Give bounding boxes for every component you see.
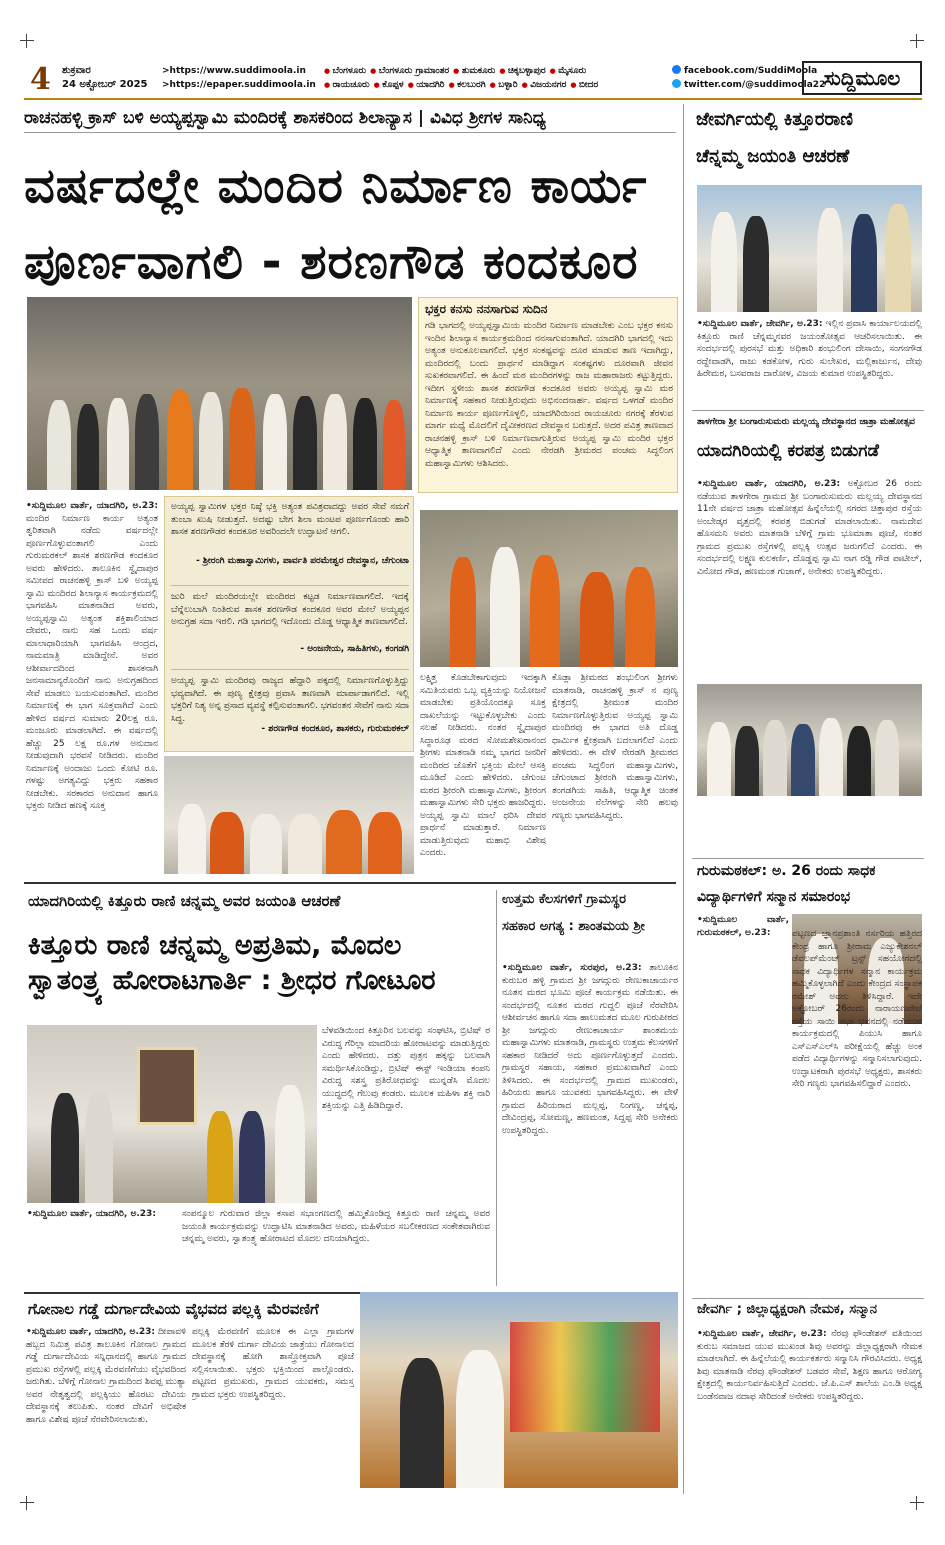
shantamaya-headline [502, 892, 678, 936]
decorated-palanquin [510, 1322, 660, 1432]
quote-3-signature: - ಶರಣಗೌಡ ಕಂದಕೂರ, ಶಾಸಕರು, ಗುರುಮಠಕಲ್ [261, 724, 409, 734]
gurumatkal-byline: •ಸುದ್ದಿಮೂಲ ವಾರ್ತೆ, ಗುರುಮಠಕಲ್, ಅ.23: [697, 915, 789, 938]
kittur-headline-line2: ಸ್ವಾತಂತ್ರ್ಯ ಹೋರಾಟಗಾರ್ತಿ : ಶ್ರೀಧರ ಗೋಟೂರ [28, 965, 436, 997]
quote-2-signature: - ಅಂಜನೇಯ, ಸಾಹಿತಿಗಳು, ಕಂಗಡಗಿ [300, 644, 409, 654]
lead-photo-ritual [420, 510, 678, 667]
quotes-box [164, 496, 414, 752]
masthead [24, 60, 922, 100]
gonal-photo [360, 1292, 678, 1488]
shantamaya-body [502, 962, 678, 1288]
edition-item: ● ಬೆಂಗಳೂರು ಗ್ರಾಮಾಂತರ [370, 66, 449, 76]
kittur-text-a: ಬೆಳವಡಿಯಿಂದ ಕಿತ್ತೂರಿನ ಬಲವನ್ನು ಸಂಘಟಿಸಿ, ಬ್ರಿಟಿಷ್ ರ ವಿರುದ್ಧ ಗೆರಿಲ್ಲಾ ಮಾದರಿಯ ಹೋರಾಟವನ್ನು ಮಾಡುತ್ತಿದ್ದರು ಎಂದು ಹೇಳಿದರು. ದತ್ತು ಪುತ್ರನ ಹಕ್ಕನ್ನು ಬಲವಾಗಿ ಸಮರ್ಥಿಸಿಕೊಂಡಿದ್ದು, ಬ್ರಿಟಿಷ್ ಈಸ್ಟ್ ಇಂಡಿಯಾ ಕಂಪನಿ ವಿರುದ್ಧ ಸಶಸ್ತ್ರ ಪ್ರತಿರೋಧವನ್ನು ಮುನ್ನಡೆಸಿ ಮೊದಲ ಯುದ್ಧದಲ್ಲಿ ಗೆಲುವು ಕಂಡರು. ಮೂಲಕ ಮಹಿಳಾ ಶಕ್ತಿ ನಾರಿ ಶಕ್ತಿಯನ್ನು ಎತ್ತಿ ಹಿಡಿದಿದ್ದಾರೆ. [322, 1026, 490, 1111]
karapatra-kicker: ತಾಳಗೇರಾ ಶ್ರೀ ಬಂಗಾರುಸುಮರು ಮಲ್ಲಯ್ಯ ದೇವಸ್ಥಾನದ ಜಾತ್ರಾ ಮಹೋತ್ಸವ [697, 417, 915, 427]
kittur-byline: •ಸುದ್ದಿಮೂಲ ವಾರ್ತೆ, ಯಾದಗಿರಿ, ಅ.23: [27, 1209, 156, 1219]
kittur-photo [27, 1025, 317, 1203]
edition-item: ● ಬಳ್ಳಾರಿ [490, 80, 518, 90]
facebook-text: facebook.com/SuddiMoola [684, 66, 818, 76]
gurumatkal-body-b: ಪಟ್ಟಣದ ಜ್ಞಾನಪ್ರಶಾಂತಿ ನರ್ಸರಿಯ ಹತ್ತಿರದ ಕೇಂದ್ರ ಹಾಗೂ ಶ್ರೀರಾಮ ಎಜ್ಯುಕೇಶನಲ್ ಡೆವಲಪ್‌ಮೆಂಟ್ ಟ್ರಸ್ಟ್ ಸಹಯೋಗದಲ್ಲಿ ಸಾಧಕ ವಿದ್ಯಾರ್ಥಿಗಳ ಸನ್ಮಾನ ಕಾರ್ಯಕ್ರಮ ಹಮ್ಮಿಕೊಳ್ಳಲಾಗಿದೆ ಎಂದು ಕೇಂದ್ರದ ಸಂಸ್ಥಾಪಕ ರಮೇಶ್ ಅವರು ತಿಳಿಸಿದ್ದಾರೆ. ಇದೇ ಅಕ್ಟೋಬರ್ 26ರಂದು ನಾರಾಯಣಪೇಟೆ ರಸ್ತೆಯ ಸಾಯಿ ಸಭಾ ಭವನದಲ್ಲಿ ನಡೆಯುವ ಕಾರ್ಯಕ್ರಮದಲ್ಲಿ ಪಿಯುಸಿ ಹಾಗೂ ಎಸ್ಎಸ್ಎಲ್‌ಸಿ ಪರೀಕ್ಷೆಯಲ್ಲಿ ಹೆಚ್ಚು ಅಂಕ ಪಡೆದ ವಿದ್ಯಾರ್ಥಿಗಳನ್ನು ಸನ್ಮಾನಿಸಲಾಗುವುದು. ಉದ್ಘಾಟಕರಾಗಿ ಪುರಸಭೆ ಅಧ್ಯಕ್ಷರು, ಶಾಸಕರು ಸೇರಿ ಗಣ್ಯರು ಭಾಗವಹಿಸಲಿದ್ದಾರೆ ಎಂದರು. [792, 929, 922, 1089]
sidebar-title: ಭಕ್ತರ ಕನಸು ನನಸಾಗುವ ಸುದಿನ [425, 302, 548, 316]
lead-byline: •ಸುದ್ದಿಮೂಲ ವಾರ್ತೆ, ಯಾದಗಿರಿ, ಅ.23: [26, 501, 158, 511]
shantamaya-headline-line2: ಸಹಕಾರ ಅಗತ್ಯ : ಶಾಂತಮಯ ಶ್ರೀ [502, 918, 645, 934]
karapatra-headline: ಯಾದಗಿರಿಯಲ್ಲಿ ಕರಪತ್ರ ಬಿಡುಗಡೆ [697, 441, 879, 461]
jevargi-appointment-headline: ಜೇವರ್ಗಿ ; ಜಿಲ್ಲಾಧ್ಯಕ್ಷರಾಗಿ ನೇಮಕ, ಸನ್ಮಾನ [697, 1302, 877, 1317]
quote-1-signature: - ಶ್ರೀರಂಗಿ ಮಹಾಸ್ವಾಮಿಗಳು, ಪಾರ್ವತಿ ಪರಮೇಶ್ವರ ದೇವಸ್ಥಾನ, ಚೆಗುಂಟಾ [196, 556, 409, 566]
gonal-text-a: ದೀಪಾವಳಿ ಹಬ್ಬದ ನಿಮಿತ್ತ ಪವಿತ್ರ ತಾಲೂಕಿನ ಗೋನಾಲ ಗ್ರಾಮದ ಗಡ್ಡೆ ದುರ್ಗಾದೇವಿಯ ಸನ್ನಿಧಾನದಲ್ಲಿ ಹಾಗೂ ಗ್ರಾಮದ ಪ್ರಮುಖ ರಸ್ತೆಗಳಲ್ಲಿ ಪಲ್ಲಕ್ಕಿ ಮೆರವಣಿಗೆಯು ವೈಭವದಿಂದ ಜರುಗಿತು. ಬೆಳಿಗ್ಗೆ ಗೋನಾಲ ಗ್ರಾಮದಿಂದ ಶಿವಪ್ಪ ಮುತ್ಯಾ ಅವರ ನೇತೃತ್ವದಲ್ಲಿ ಪಲ್ಲಕ್ಕಿಯು ಹೊರಟು ದೇವಿಯ ದೇವಸ್ಥಾನಕ್ಕೆ ತಲುಪಿತು. ನಂತರ ದೇವಿಗೆ ಅಭಿಷೇಕ ಹಾಗೂ ವಿಶೇಷ ಪೂಜೆ ನೆರವೇರಿಸಲಾಯಿತು. [26, 1327, 186, 1425]
edition-item: ● ಯಾದಗಿರಿ [408, 80, 445, 90]
jevargi-appointment-body [697, 1328, 922, 1488]
sidebar-text: ಗಡಿ ಭಾಗದಲ್ಲಿ ಅಯ್ಯಪ್ಪಸ್ವಾಮಿಯ ಮಂದಿರ ನಿರ್ಮಾಣ ಮಾಡಬೇಕು ಎಂಬ ಭಕ್ತರ ಕನಸು ಇಂದಿನ ಶಿಲಾನ್ಯಾಸ ಕಾರ್ಯಕ್ರಮದಿಂದ ನನಸಾಗುವಂತಾಗಿದೆ. ಯಾದಗಿರಿ ಭಾಗದಲ್ಲಿ ಇದು ಅತ್ಯಂತ ಅನುಕೂಲವಾಗಲಿದೆ. ಭಕ್ತರ ಸಂಕಷ್ಟವನ್ನು ದೂರ ಮಾಡುವ ತಾಣ ಇದಾಗಿದ್ದು, ಮಂದಿರದಲ್ಲಿ ಬಂದು ಪ್ರಾರ್ಥನೆ ಮಾಡಿದ್ದಾಗ ಸಂಕಷ್ಟಗಳು ದೂರವಾಗಿ ಜೀವನ ಸುಖಕರವಾಗಲಿದೆ. ಈ ಹಿಂದೆ ಮಠ ಮಂದಿರಗಳನ್ನು ರಾಜ ಮಹಾರಾಜರು ಕಟ್ಟುತ್ತಿದ್ದರು. ಇದೀಗ ಸ್ಥಳೀಯ ಶಾಸಕ ಶರಣಗೌಡ ಕಂದಕೂರ ಅವರು ಅಯ್ಯಪ್ಪ ಸ್ವಾಮಿ ಮಠ ನಿರ್ಮಾಣಕ್ಕೆ ಸಹಕಾರ ನೀಡುತ್ತಿರುವುದು ಅಭಿನಂದನಾರ್ಹ. ವರ್ಷದ ಒಳಗಡೆ ಮಂದಿರ ನಿರ್ಮಾಣ ಕಾರ್ಯ ಪೂರ್ಣಗೊಳ್ಳಲಿ, ಯಾದಗಿರಿಯಿಂದ ರಾಯಚೂರು ನಗರಕ್ಕೆ ತೆರಳುವ ಮಾರ್ಗ ಮಧ್ಯೆ ಮೊದಲಿಗೆ ದೈವೀಕರಣದ ದೇವಸ್ಥಾನ ಬರುತ್ತದೆ. ಅದರ ಪವಿತ್ರ ತಾಣವಾದ ರಾಚನಹಳ್ಳಿ ಕ್ರಾಸ್ ಬಳಿ ನಿರ್ಮಾಣವಾಗುತ್ತಿರುವ ಅಯ್ಯಪ್ಪ ಸ್ವಾಮಿ ಮಂದಿರ ಭಕ್ತರ ಆಧ್ಯಾತ್ಮಿಕ ತಾಣವಾಗಲಿದೆ ಎಂದು ನೇರಡಗಿ ಶ್ರೀಮಠದ ಪಂಚಮ ಸಿದ್ಧಲಿಂಗ ಮಹಾಸ್ವಾಮಿಗಳು ಆಶಿಸಿದರು. [425, 321, 673, 469]
edition-item: ● ಬೆಂಗಳೂರು [324, 66, 366, 76]
issue-day: ಶುಕ್ರವಾರ [62, 65, 91, 76]
karapatra-text: ಅಕ್ಟೋಬರ 26 ರಂದು ನಡೆಯುವ ತಾಳಗೇರಾ ಗ್ರಾಮದ ಶ್ರೀ ಬಂಗಾರುಸುಮರು ಮಲ್ಲಯ್ಯ ದೇವಸ್ಥಾನದ 11ನೇ ವರ್ಷದ ಜಾತ್ರಾ ಮಹೋತ್ಸವ ಹಿನ್ನೆಲೆಯಲ್ಲಿ ನಗರದ ಚಿತ್ತಾಪುರ ರಸ್ತೆಯ ಅಂಬೇಡ್ಕರ ವೃತ್ತದಲ್ಲಿ ಕರಪತ್ರ ಬಿಡುಗಡೆ ಮಾಡಲಾಯಿತು. ನಾಮದೇವ ಹೊಸಮನಿ ಅವರು ಮಾತನಾಡಿ ಬೆಳಿಗ್ಗೆ ಗ್ರಾಮ ಭೂಮಾತಾ ಪೂಜೆ, ನಂತರ ಗ್ರಾಮದ ಪ್ರಮುಖ ರಸ್ತೆಗಳಲ್ಲಿ ಪಲ್ಲಕ್ಕಿ ಉತ್ಸವ ಜರುಗಲಿದೆ ಎಂದರು. ಈ ಸಂದರ್ಭದಲ್ಲಿ ಲಕ್ಷ್ಮಣ ಕುಲಕರ್ಣಿ, ದೊಡ್ಡಪ್ಪ ಸ್ವಾಮಿ ನಾಗ ರಡ್ಡಿ ಗೌಡ ಪಾಟೀಲ್, ವಿನೋದ ಗೌಡ, ಹಣಮಂತ ಗುಜಾಗ್, ಅನೇಕರು ಉಪಸ್ಥಿತರಿದ್ದರು. [697, 479, 922, 577]
divider [692, 1298, 924, 1299]
divider [171, 585, 409, 586]
karapatra-photo [697, 684, 922, 796]
edition-list [324, 64, 664, 92]
gonal-body-b: ಪಲ್ಲಕ್ಕಿ ಮೆರವಣಿಗೆ ಮೂಲಕ ಈ ಎಲ್ಲಾ ಗ್ರಾಮಗಳ ಮೂಲಕ ತೆರಳಿ ದುರ್ಗಾ ದೇವಿಯ ಜಾತ್ರೆಯು ಗೋನಾಲದ ದೇವಸ್ಥಾನಕ್ಕೆ ಹೋಗಿ ಶಾಸ್ತ್ರೋಕ್ತವಾಗಿ ಪೂಜೆ ಸಲ್ಲಿಸಲಾಯಿತು. ಭಕ್ತರು ಭಕ್ತಿಯಿಂದ ಪಾಲ್ಗೊಂಡರು. ಪಟ್ಟಣದ ಪ್ರಮುಖರು, ಗ್ರಾಮದ ಯುವಕರು, ಸಮಸ್ತ ಗ್ರಾಮದ ಭಕ್ತರು ಉಪಸ್ಥಿತರಿದ್ದರು. [192, 1327, 354, 1400]
crop-mark [20, 1496, 34, 1510]
shantamaya-headline-line1: ಉತ್ತಮ ಕೆಲಸಗಳಿಗೆ ಗ್ರಾಮಸ್ಥರ [502, 892, 627, 907]
divider [171, 669, 409, 670]
twitter-text: twitter.com/@suddimoola22 [684, 80, 826, 90]
kittur-headline-line1: ಕಿತ್ತೂರು ರಾಣಿ ಚನ್ನಮ್ಮ ಅಪ್ರತಿಮ, ಮೊದಲ [28, 930, 402, 961]
karapatra-body [697, 478, 922, 678]
lead-headline-line2: ಪೂರ್ಣವಾಗಲಿ - ಶರಣಗೌಡ ಕಂದಕೂರ [24, 234, 639, 290]
column-divider [683, 104, 684, 1494]
gonal-body-a [26, 1326, 186, 1488]
jevargi-appointment-text: ನೆರವು ಫೌಂಡೇಶನ್ ವತಿಯಿಂದ ಕುರುಬ ಸಮಾಜದ ಯುವ ಮುಖಂಡ ಶಿವು ಅವರನ್ನು ಜಿಲ್ಲಾಧ್ಯಕ್ಷರಾಗಿ ನೇಮಕ ಮಾಡಲಾಗಿದೆ. ಈ ಹಿನ್ನೆಲೆಯಲ್ಲಿ ಕಾರ್ಯಕರ್ತರು ಸನ್ಮಾನಿಸಿ ಗೌರವಿಸಿದರು. ಅಧ್ಯಕ್ಷ ಶಿವು ಮಾತನಾಡಿ ನೆರವು ಫೌಂಡೇಶನ್ ಬಡವರ ಸೇವೆ, ಶಿಕ್ಷಣ ಹಾಗೂ ಆರೋಗ್ಯ ಕ್ಷೇತ್ರದಲ್ಲಿ ಕಾರ್ಯನಿರ್ವಹಿಸುತ್ತಿದೆ ಎಂದರು. ಜೆ.ಪಿ.ಎಸ್ ಶಾಲೆಯ ಎಂ.ಡಿ ಅಧ್ಯಕ್ಷ ಬಂಡೆನವಾಜ ನದಾಫ ಸೇರಿದಂತೆ ಅನೇಕರು ಉಪಸ್ಥಿತರಿದ್ದರು. [697, 1329, 922, 1402]
issue-date [62, 64, 147, 92]
gonal-headline: ಗೋನಾಲ ಗಡ್ಡೆ ದುರ್ಗಾದೇವಿಯ ವೈಭವದ ಪಲ್ಲಕ್ಕಿ ಮೆರವಣಿಗೆ [28, 1300, 319, 1318]
twitter-icon [672, 79, 681, 88]
divider [692, 858, 924, 859]
gurumatkal-headline-line1: ಗುರುಮಠಕಲ್: ಅ. 26 ರಂದು ಸಾಧಕ [697, 863, 876, 879]
column-divider [496, 890, 497, 1286]
quote-1: ಅಯ್ಯಪ್ಪ ಸ್ವಾಮಿಗಳ ಭಕ್ತರ ನಿಷ್ಠೆ ಭಕ್ತಿ ಅತ್ಯಂತ ಪವಿತ್ರವಾದದ್ದು ಅವರ ಸೇವೆ ನಮಗೆ ತುಂಬಾ ಖುಷಿ ನೀಡುತ್ತದೆ. ಅದಷ್ಟು ಬೇಗ ಶಿಲಾ ಮಂಟಪ ಪೂರ್ಣಗೊಂಡು ಹಾರಿ ಶಾಸಕ ಶರಣಗೌಡರ ಕಂದಕೂರ ಅವರಿಂದಲೇ ಉದ್ಘಾಟನೆ ಆಗಲಿ. [171, 502, 409, 537]
karapatra-caption [697, 800, 922, 852]
kittur-body [27, 1208, 177, 1286]
kittur-text-b: ಸಂಪನ್ಮೂಲ ಗುರುವಾರ ಜಿಲ್ಲಾ ಕಸಾಪ ಸಭಾಂಗಣದಲ್ಲಿ ಹಮ್ಮಿಕೊಂಡಿದ್ದ ಕಿತ್ತೂರು ರಾಣಿ ಚನ್ನಮ್ಮ ಅವರ ಜಯಂತಿ ಕಾರ್ಯಕ್ರಮವನ್ನು ಉದ್ಘಾಟಿಸಿ ಮಾತನಾಡಿದ ಅವರು, ಮಹಿಳೆಯರ ಸಬಲೀಕರಣದ ಸಂಕೇತವಾಗಿರುವ ಚನ್ನಮ್ಮ ಅವರು, ಸ್ವಾತಂತ್ರ್ಯ ಹೋರಾಟದ ಮೊದಲ ದನಿಯಾಗಿದ್ದರು. [182, 1209, 490, 1244]
crop-mark [910, 1496, 924, 1510]
gurumatkal-headline [697, 862, 922, 906]
section-divider [24, 882, 676, 884]
edition-item: ● ಮೈಸೂರು [550, 66, 587, 76]
crop-mark [20, 34, 34, 48]
karapatra-byline: •ಸುದ್ದಿಮೂಲ ವಾರ್ತೆ, ಯಾದಗಿರಿ, ಅ.23: [697, 479, 841, 489]
page-number: 4 [30, 62, 51, 97]
lead-sidebar-box [418, 297, 678, 493]
lead-body-col1 [26, 500, 158, 872]
lead-body-col3: ಕೊಡ್ಲಾ ಶ್ರೀಮಠದ ಶಂಭುಲಿಂಗ ಶ್ರೀಗಳು ಮಾತನಾಡಿ, ರಾಚನಹಳ್ಳಿ ಕ್ರಾಸ್ ನ ಪುಣ್ಯ ಕ್ಷೇತ್ರದಲ್ಲಿ ಶ್ರೀಮಂತ ಮಂದಿರ ನಿರ್ಮಾಣಗೊಳ್ಳುತ್ತಿರುವ ಅಯ್ಯಪ್ಪ ಸ್ವಾಮಿ ಮಂದಿರವು ಈ ಭಾಗದ ಅತಿ ದೊಡ್ಡ ಧಾರ್ಮಿಕ ಕ್ಷೇತ್ರವಾಗಿ ಬದಲಾಗಲಿದೆ ಎಂದು ಹೇಳಿದರು. ಈ ವೇಳೆ ನೇರಡಗಿ ಶ್ರೀಮಠದ ಪಂಚಮ ಸಿದ್ಧಲಿಂಗ ಮಹಾಸ್ವಾಮಿಗಳು, ಚೆಗುಂಟಾದ ಶ್ರೀರಂಗಿ ಮಹಾಸ್ವಾಮಿಗಳು, ತಂಗಡಗಿಯ ಸಾಹಿತಿ, ಆಧ್ಯಾತ್ಮಿಕ ಚಿಂತಕ ಅಂಜನೇಯ ನೆಲೆಗಳನ್ನು ಸೇರಿ ಹಲವು ಗಣ್ಯರು ಭಾಗವಹಿಸಿದ್ದರು. [552, 673, 678, 821]
edition-item: ● ಬೀದರ [570, 80, 598, 90]
lead-photo-group [27, 297, 412, 490]
issue-date-text: 24 ಅಕ್ಟೋಬರ್ 2025 [62, 79, 148, 90]
quote-2: ಜುರಿ ಮಲೆ ಮಂದಿರಯಲ್ಲೇ ಮಂದಿರದ ಕಟ್ಟಡ ನಿರ್ಮಾಣವಾಗಲಿದೆ. ಇದಕ್ಕೆ ಬೆನ್ನೆಲುಬಾಗಿ ನಿಂತಿರುವ ಶಾಸಕ ಶರಣಗೌಡ ಕಂದಕೂರ ಅವರ ಮೇಲೆ ಅಯ್ಯಪ್ಪನ ಅನುಗ್ರಹ ಸದಾ ಇರಲಿ. ಗಡಿ ಭಾಗದಲ್ಲಿ ಇದೊಂದು ದೊಡ್ಡ ಆಧ್ಯಾತ್ಮಿಕ ತಾಣವಾಗಲಿದೆ. [171, 592, 409, 627]
edition-item: ● ಕಲಬುರಗಿ [449, 80, 486, 90]
edition-item: ● ವಿಜಯನಗರ [522, 80, 567, 90]
divider [24, 132, 676, 133]
lead-kicker: ರಾಚನಹಳ್ಳಿ ಕ್ರಾಸ್ ಬಳಿ ಅಯ್ಯಪ್ಪಸ್ವಾಮಿ ಮಂದಿರಕ್ಕೆ ಶಾಸಕರಿಂದ ಶಿಲಾನ್ಯಾಸ | ವಿವಿಧ ಶ್ರೀಗಳ ಸಾನಿಧ್ಯ [24, 108, 546, 128]
quote-3: ಅಯ್ಯಪ್ಪ ಸ್ವಾಮಿ ಮಂದಿರವು ರಾಜ್ಯದ ಹೆದ್ದಾರಿ ಪಕ್ಕದಲ್ಲಿ ನಿರ್ಮಾಣಗೊಳ್ಳುತ್ತಿದ್ದು ಭವ್ಯವಾಗಿದೆ. ಈ ಪುಣ್ಯ ಕ್ಷೇತ್ರವು ಪ್ರವಾಸಿ ತಾಣವಾಗಿ ಮಾರ್ಪಾಡಾಗಲಿದೆ. ಇಲ್ಲಿ ಭಕ್ತರಿಗೆ ನಿತ್ಯ ಅನ್ನ ಪ್ರಸಾದ ವ್ಯವಸ್ಥೆ ಕಲ್ಪಿಸುವಂತಾಗಲಿ. ಭಗವಂತನ ಸೇವೆಗೆ ನಾನು ಸದಾ ಸಿದ್ಧ. [171, 676, 409, 724]
jevargi-kittur-text: ಇಲ್ಲಿನ ಪ್ರವಾಸಿ ಕಾರ್ಯಾಲಯದಲ್ಲಿ ಕಿತ್ತೂರು ರಾಣಿ ಚೆನ್ನಮ್ಮನವರ ಜಯಂತೋತ್ಸವ ಆಚರಿಸಲಾಯಿತು. ಈ ಸಂದರ್ಭದಲ್ಲಿ ಪುರಸಭೆ ಮತ್ತು ಅಧಿಕಾರಿ ಶಂಭುಲಿಂಗ ದೇಸಾಯಿ, ಸಂಗನಗೌಡ ರದ್ದೇವಾಡಗಿ, ರಾಜು ಕಡಕೋಳ, ಗುರು ಸುಲೇಖರ, ಮಲ್ಲಿಕಾರ್ಜುನ, ದೇವು ಹಿರೇಮಠ, ಬಸವರಾಜ ದಾರೋಳ, ವಿಜಯ ಕುಮಾರ ಉಪಸ್ಥಿತರಿದ್ದರು. [697, 319, 922, 379]
edition-item: ● ಕೊಪ್ಪಳ [374, 80, 404, 90]
jevargi-kittur-photo [697, 185, 922, 312]
jevargi-appointment-byline: •ಸುದ್ದಿಮೂಲ ವಾರ್ತೆ, ಜೇವರ್ಗಿ, ಅ.23: [697, 1329, 827, 1339]
shantamaya-byline: •ಸುದ್ದಿಮೂಲ ವಾರ್ತೆ, ಸುರಪುರ, ಅ.23: [502, 963, 642, 973]
kittur-kicker: ಯಾದಗಿರಿಯಲ್ಲಿ ಕಿತ್ತೂರು ರಾಣಿ ಚನ್ನಮ್ಮ ಅವರ ಜಯಂತಿ ಆಚರಣೆ [28, 892, 341, 910]
facebook-icon [672, 65, 681, 74]
gonal-byline: •ಸುದ್ದಿಮೂಲ ವಾರ್ತೆ, ಯಾದಗಿರಿ, ಅ.23: [26, 1327, 156, 1337]
edition-item: ● ರಾಯಚೂರು [324, 80, 370, 90]
newspaper-logo: ಸುದ್ದಿಮೂಲ [802, 61, 922, 95]
crop-mark [910, 34, 924, 48]
gurumatkal-headline-line2: ವಿದ್ಯಾರ್ಥಿಗಳಿಗೆ ಸನ್ಮಾನ ಸಮಾರಂಭ [697, 889, 851, 906]
jevargi-kittur-byline: •ಸುದ್ದಿಮೂಲ ವಾರ್ತೆ, ಜೇವರ್ಗಿ, ಅ.23: [697, 319, 823, 329]
jevargi-kittur-headline [696, 108, 926, 169]
epaper-link[interactable]: >https://epaper.suddimoola.in [162, 80, 316, 90]
jevargi-kittur-line2: ಚೆನ್ನಮ್ಮ ಜಯಂತಿ ಆಚರಣೆ [696, 146, 850, 168]
shantamaya-text: ತಾಲೂಕಿನ ಕುರುಬರ ಹಳ್ಳಿ ಗ್ರಾಮದ ಶ್ರೀ ಜಗದ್ಗುರು ರೇಣುಕಾಚಾರ್ಯರ ನೂತನ ಮಠದ ಭೂಮಿ ಪೂಜೆ ಕಾರ್ಯಕ್ರಮ ನಡೆಯಿತು. ಈ ಸಂದರ್ಭದಲ್ಲಿ ನೂತನ ಮಠದ ಗುದ್ದಲಿ ಪೂಜೆ ನೆರವೇರಿಸಿ ಆಶೀರ್ವಚನ ಹಾಗೂ ಸದಾ ಹಾಲುಮತದ ಮೂಲ ಗುರುಪೀಠದ ಶ್ರೀ ಜಗದ್ಗುರು ರೇಣುಕಾಚಾರ್ಯ ಶಾಂತಮಯ ಮಹಾಸ್ವಾಮಿಗಳು ಮಾತನಾಡಿ, ಗ್ರಾಮಸ್ಥರು ಉತ್ತಮ ಕೆಲಸಗಳಿಗೆ ಸಹಕಾರ ನೀಡಿದರೆ ಅದು ಪೂರ್ಣಗೊಳ್ಳುತ್ತದೆ ಎಂದರು. ಗ್ರಾಮಸ್ಥರ ಸಹಾಯ, ಸಹಕಾರ ಪ್ರಮುಖವಾಗಿದೆ ಎಂದು ತಿಳಿಸಿದರು. ಈ ಸಂದರ್ಭದಲ್ಲಿ ಗ್ರಾಮದ ಮುಖಂಡರು, ಹಿರಿಯರು ಹಾಗೂ ಯುವಕರು ಭಾಗವಹಿಸಿದ್ದರು. ಈ ವೇಳೆ ಗ್ರಾಮದ ಹಿರಿಯರಾದ ಮಲ್ಲಪ್ಪ, ನಿಂಗಣ್ಣ, ಚನ್ನಪ್ಪ, ದೇವಿಂದ್ರಪ್ಪ, ಸೋಮಣ್ಣ, ಹಣಮಂತ, ಸಿದ್ದಪ್ಪ ಸೇರಿ ಅನೇಕರು ಉಪಸ್ಥಿತರಿದ್ದರು. [502, 963, 678, 1136]
edition-item: ● ತುಮಕೂರು [453, 66, 495, 76]
lead-col1-text: ಮಂದಿರ ನಿರ್ಮಾಣ ಕಾರ್ಯ ಅತ್ಯಂತ ತ್ವರಿತವಾಗಿ ನಡೆದು ವರ್ಷದಲ್ಲೇ ಪೂರ್ಣಗೊಳ್ಳುವಂತಾಗಲಿ ಎಂದು ಗುರುಮಠಕಲ್ ಶಾಸಕ ಶರಣಗೌಡ ಕಂದಕೂರ ಅವರು ಹೇಳಿದರು. ತಾಲೂಕಿನ ಸ್ವೈದಾಪುರ ಸಮೀಪದ ರಾಚನಹಳ್ಳಿ ಕ್ರಾಸ್ ಬಳಿ ಅಯ್ಯಪ್ಪ ಸ್ವಾಮಿ ಮಂದಿರದ ಶಿಲಾನ್ಯಾಸ ಕಾರ್ಯಕ್ರಮದಲ್ಲಿ ಭಾಗವಹಿಸಿ ಮಾತನಾಡಿದ ಅವರು, ಅಯ್ಯಪ್ಪಸ್ವಾಮಿ ಅತ್ಯಂತ ಶಕ್ತಿಶಾಲಿಯಾದ ದೇವರು, ನಾನು ಸಹ ಒಂದು ವರ್ಷ ಮಾಲಾಧಾರಿಯಾಗಿ ಭಾಗವಹಿಸಿ ಆಂದ್ರದ, ನಾಮಮಾತ್ರಿ ಮಾಡಿದ್ದೇನೆ. ಅವರ ಆಶೀರ್ವಾದದಿಂದ ಶಾಸಕನಾಗಿ ಜನಸಾಮಾನ್ಯರೊಂದಿಗೆ ನಾನು ಅನುಗ್ರಹದಿಂದ ಸೇವೆ ಮಾಡಲು ಬಯಸುವಂತಾಗಿದೆ. ಮಂದಿರ ನಿರ್ಮಾಣಕ್ಕೆ ಈ ಭಾಗ ಸೂಕ್ತವಾಗಿದೆ ಎಂದು ಹೇಳಿದ ವರ್ಷದ ಸುಮಾರು 20ಲಕ್ಷ ರೂ. ಮಂಜೂರು ಮಾಡಲಾಗಿದೆ. ಈ ವರ್ಷದಲ್ಲಿ ಹೆಚ್ಚು 25 ಲಕ್ಷ ರೂ.ಗಳ ಅನುದಾನ ನೀಡುವುದಾಗಿ ಭರವಸೆ ನೀಡಿದರು. ಮಂದಿರ ನಿರ್ಮಾಣಕ್ಕೆ ಅಂದಾಜು ಒಂದು ಕೋಟಿ ರೂ. ಗಳಷ್ಟು ಅಗತ್ಯವಿದ್ದು ಭಕ್ತರು ಸಹಕಾರ ನೀಡಬೇಕು. ಸರಕಾರದ ಅನುದಾನ ಹಾಗೂ ಭಕ್ತರು ನೀಡಿದ ಹಣಕ್ಕೆ ಸೂಕ್ತ [26, 513, 158, 811]
divider [692, 410, 924, 411]
jevargi-kittur-body [697, 318, 922, 404]
lead-photo-stage [164, 756, 414, 874]
portrait-frame [137, 1047, 197, 1125]
kittur-headline [28, 928, 498, 998]
jevargi-kittur-line1: ಜೇವರ್ಗಿಯಲ್ಲಿ ಕಿತ್ತೂರರಾಣಿ [696, 109, 853, 130]
website-link[interactable]: >https://www.suddimoola.in [162, 66, 306, 76]
lead-body-col2: ಲಕ್ಷ್ಮಿತ್ತ ಕೊಡಬೇಕಾಗುವುದು ಇದಕ್ಕಾಗಿ ಸಮಿತಿಯವರು ಒಬ್ಬ ವ್ಯಕ್ತಿಯನ್ನು ನಿಯೋಜನೆ ಮಾಡಬೇಕು ಪ್ರತಿಯೊಂದಕ್ಕೂ ಸೂಕ್ತ ದಾಖಲೆಯನ್ನು ಇಟ್ಟುಕೊಳ್ಳಬೇಕು ಎಂದು ಸಲಹೆ ನೀಡಿದರು. ನಂತರ ಸ್ವೈದಾಪುರ ಸಿದ್ಧಾರೂಢ ಮಠದ ಸೋಮಶೇಖರಾನಂದ ಶ್ರೀಗಳು ಮಾತನಾಡಿ ನಮ್ಮ ಭಾಗದ ಜನರಿಗೆ ಮಂದಿರದ ಜೊತೆಗೆ ಭಕ್ತಿಯ ಮೇಲೆ ಆಸಕ್ತಿ ಮೂಡಿದೆ ಎಂದು ಹೇಳಿದರು. ಚೆಗುಂಟ ಮಠದ ಶ್ರೀರಂಗಿ ಮಹಾಸ್ವಾಮಿಗಳು, ಶ್ರೀರಂಗ ಮಹಾಸ್ವಾಮಿಗಳು ಸೇರಿ ಭಕ್ತರು ಹಾಜರಿದ್ದರು. ಅಯ್ಯಪ್ಪ ಸ್ವಾಮಿ ಮಾಲೆ ಧರಿಸಿ ದೇವರ ಪ್ರಾರ್ಥನೆ ಮಾಡುತ್ತಾರೆ. ನಿರ್ಮಾಣ ಮಾಡುತ್ತಿರುವುದು ಮಹಾಭಿ ವಿಶೇಷ ಎಂದರು. [420, 673, 546, 858]
lead-headline-line1: ವರ್ಷದಲ್ಲೇ ಮಂದಿರ ನಿರ್ಮಾಣ ಕಾರ್ಯ [24, 158, 648, 214]
lead-headline [24, 148, 676, 300]
web-links [162, 64, 316, 92]
edition-item: ● ಚಿಕ್ಕಬಳ್ಳಾಪುರ [499, 66, 545, 76]
